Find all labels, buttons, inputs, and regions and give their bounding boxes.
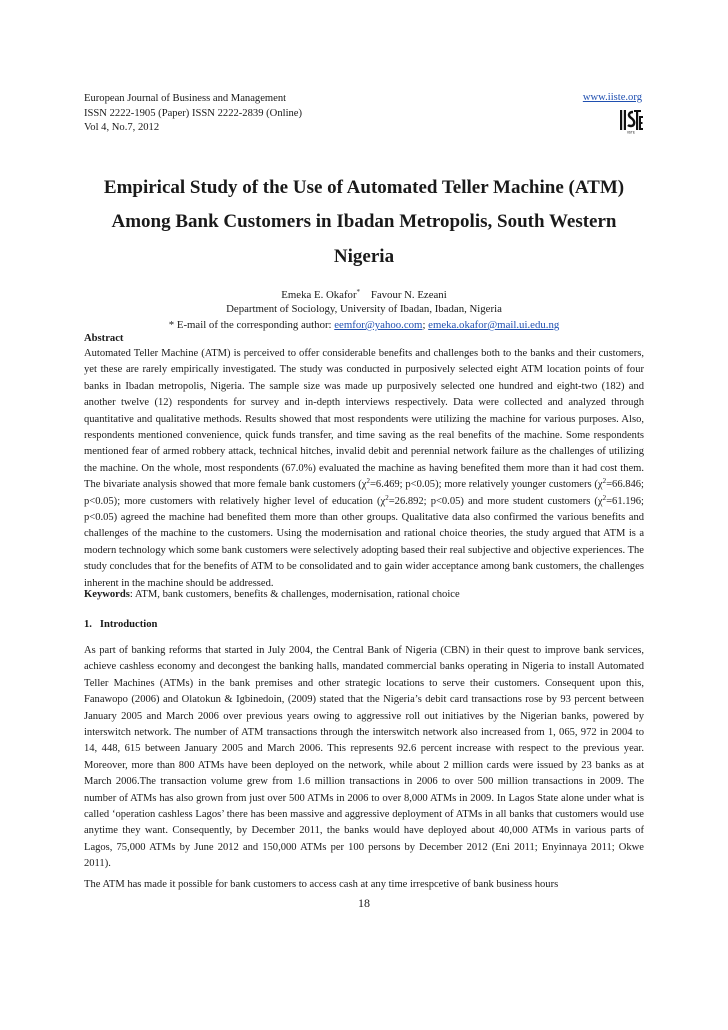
email-link-1[interactable]: eemfor@yahoo.com [334, 319, 423, 331]
chi-symbol: χ [361, 479, 367, 491]
chi-superscript: 2 [385, 493, 389, 502]
introduction-paragraph-1: As part of banking reforms that started in July 2004, the Central Bank of Nigeria (CBN) in their quest to improve bank services, achieve cashless economy and decongest the banking halls, mandated commercial banks operating in Nigeria to install Automated Teller Machines (ATMs) in the bank premises and other strategic locations to serve their customers. Consequent upon this, Fanawopo (2006) and Olatokun & Igbinedoin, (2009) stated that the Nigeria’s debit card transactions rose by 93 percent between January 2005 and March 2006 over previous years owing to aggressive roll out initiatives by the Nigerian banks, powered by interswitch network. The number of ATM transactions through the interswitch network also increased from 1, 065, 972 in 2004 to 14, 448, 615 between January 2005 and March 2006. This represents 92.6 percent increase with respect to the previous year. Moreover, more than 800 ATMs have been deployed on the network, while about 2 million cards were issued by 23 banks as at March 2006.The transaction volume grew from 1.6 million transactions in 2006 to over 500 million transactions in 2009. The number of ATMs has also grown from just over 500 ATMs in 2006 to over 8,000 ATMs in 2009. In Lagos State alone under what is called ‘operation cashless Lagos’ there has been massive and aggressive deployment of ATMs in all banks that customers would use anytime they want. Consequently, by December 2011, the banks would have deployed about 40,000 ATMs in various parts of Lagos, 75,000 ATMs by June 2012 and 150,000 ATMs per 100 persons by December 2012 (Eni 2011; Enyinnaya 2011; Okwe 2011). [84, 645, 644, 870]
paper-title-line-3: Nigeria [333, 246, 395, 267]
iiste-logo-icon [619, 108, 643, 134]
keywords-line [84, 589, 460, 600]
chi-superscript: 2 [602, 493, 607, 502]
journal-url-link[interactable]: www.iiste.org [582, 92, 642, 103]
email-prefix: * E-mail of the corresponding author: [168, 319, 332, 331]
section-heading-introduction: 1. Introduction [84, 619, 158, 630]
introduction-paragraph-2: The ATM has made it possible for bank customers to access cash at any time irrespcetive of bank business hours [84, 879, 559, 890]
chi-superscript: 2 [602, 477, 607, 486]
chi-symbol: χ [380, 495, 386, 507]
email-link-2[interactable]: emeka.okafor@mail.ui.edu.ng [428, 319, 560, 331]
chi-symbol: χ [597, 495, 603, 507]
abstract-part-3: =66.846; p<0.05); more customers with relatively higher level of education ( [84, 479, 644, 507]
chi-symbol: χ [597, 479, 603, 491]
abstract-part-5: =61.196; p<0.05) agreed the machine had benefited them more than other groups. Qualitative data also confirmed the various benefits and challenges of the machine to the customers. Using the modernisation and rational choice theories, the study argued that ATM is a modern technology which some bank customers were selectively adopting based their real subjective and objective experiences. The study concludes that for the benefits of ATM to be consolidated and to gain wider acceptance among bank customers, the challenges inherent in the machine should be addressed. [84, 495, 644, 589]
paper-title-line-1: Empirical Study of the Use of Automated Teller Machine (ATM) [103, 177, 625, 198]
journal-issn: ISSN 2222-1905 (Paper) ISSN 2222-2839 (Online) [84, 107, 303, 119]
abstract-text [84, 346, 644, 592]
keywords-text: : ATM, bank customers, benefits & challenges, modernisation, rational choice [129, 589, 460, 600]
abstract-part-1: Automated Teller Machine (ATM) is perceived to offer considerable benefits and challenges both to the banks and their customers, yet these are rarely empirically investigated. The study was conducted in purposively selected eight ATM location points of four banks in Ibadan metropolis, Nigeria. The sample size was made up purposively selected one hundred and eight-two (182) and another twelve (12) respondents for survey and in-depth interviews respectively. Data were collected and analyzed through quantitative and qualitative methods. Results showed that most respondents were utilizing the machine for various purposes. Also, respondents mentioned convenience, quick funds transfer, and time saving as the real benefits of the machine. Some respondents mentioned fear of armed robbery attack, technical hitches, invalid debit and perennial network failure as the challenges of utilizing the machine. On the whole, most respondents (67.0%) evaluated the machine as having benefited them more than it had cost them. The bivariate analysis showed that more female bank customers ( [84, 348, 644, 491]
abstract-heading: Abstract [84, 333, 124, 344]
corresponding-email [84, 318, 644, 332]
abstract-part-2: =6.469; p<0.05); more relatively younger customers ( [369, 479, 598, 491]
chi-superscript: 2 [366, 477, 370, 486]
affiliation: Department of Sociology, University of Ibadan, Ibadan, Nigeria [226, 303, 502, 315]
logo-text: IISTE [627, 130, 635, 134]
abstract-part-4: =26.892; p<0.05) and more student customers ( [388, 495, 598, 507]
paper-title-line-2: Among Bank Customers in Ibadan Metropolis, South Western [111, 211, 617, 232]
author-1: Emeka E. Okafor [281, 289, 357, 301]
journal-header [84, 92, 644, 136]
email-separator: ; [422, 319, 426, 331]
author-line [84, 288, 644, 302]
corresponding-mark: * [356, 288, 361, 296]
journal-volume: Vol 4, No.7, 2012 [84, 122, 160, 133]
author-2: Favour N. Ezeani [370, 289, 447, 301]
page-number: 18 [358, 896, 370, 910]
keywords-label: Keywords [84, 589, 130, 600]
journal-name: European Journal of Business and Management [84, 93, 287, 104]
